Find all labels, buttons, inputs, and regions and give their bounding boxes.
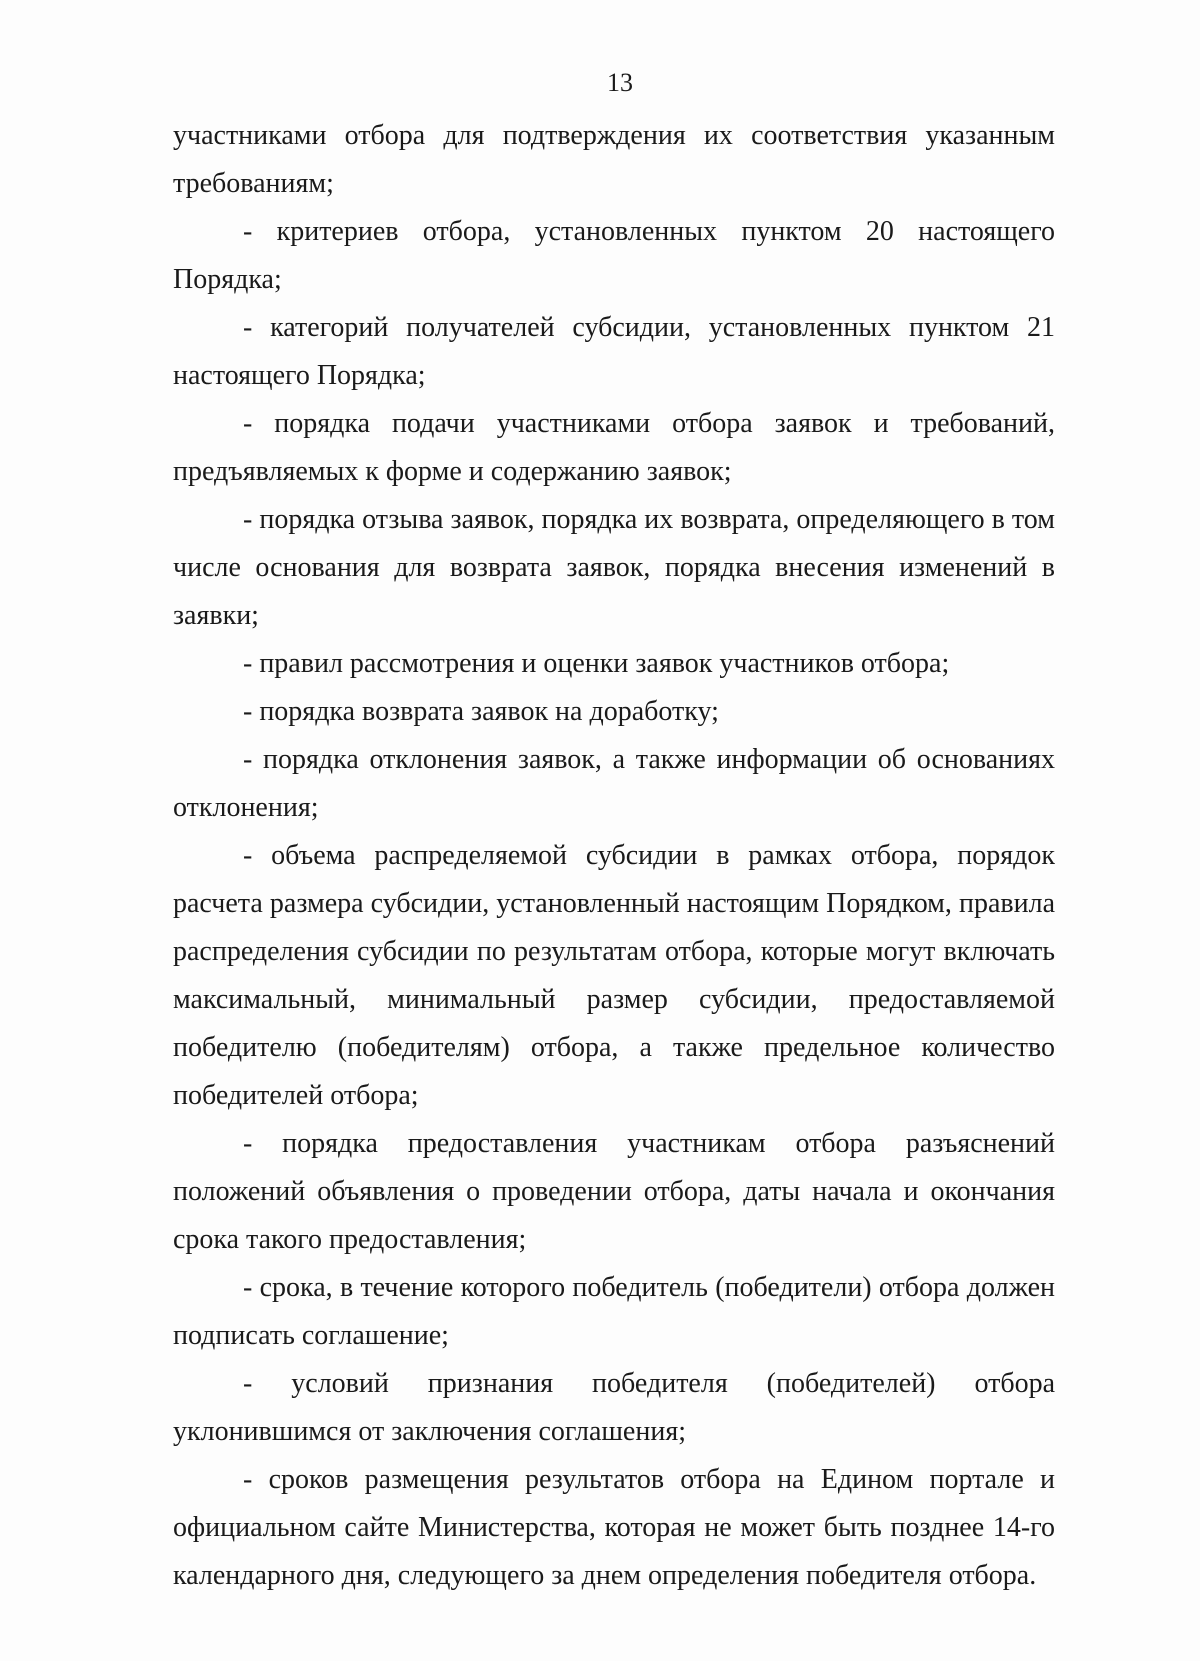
list-item: - срока, в течение которого победитель (победители) отбора должен подписать соглашение; bbox=[173, 1272, 1055, 1351]
paragraph: участниками отбора для подтверждения их соответствия указанным требованиям; bbox=[173, 120, 1055, 199]
document-body bbox=[173, 112, 1055, 1600]
list-item: - условий признания победителя (победителей) отбора уклонившимся от заключения соглашения; bbox=[173, 1368, 1055, 1447]
list-item: - порядка предоставления участникам отбора разъяснений положений объявления о проведении отбора, даты начала и окончания срока такого предоставления; bbox=[173, 1128, 1055, 1255]
list-item: - порядка возврата заявок на доработку; bbox=[243, 696, 719, 727]
list-item: - порядка отклонения заявок, а также информации об основаниях отклонения; bbox=[173, 744, 1055, 823]
list-item: - порядка отзыва заявок, порядка их возврата, определяющего в том числе основания для возврата заявок, порядка внесения изменений в заявки; bbox=[173, 504, 1055, 631]
list-item: - критериев отбора, установленных пунктом 20 настоящего Порядка; bbox=[173, 216, 1055, 295]
list-item: - порядка подачи участниками отбора заявок и требований, предъявляемых к форме и содержанию заявок; bbox=[173, 408, 1055, 487]
page-number: 13 bbox=[607, 68, 633, 97]
list-item: - категорий получателей субсидии, установленных пунктом 21 настоящего Порядка; bbox=[173, 312, 1055, 391]
list-item: - правил рассмотрения и оценки заявок участников отбора; bbox=[243, 648, 950, 679]
list-item: - сроков размещения результатов отбора на Едином портале и официальном сайте Министерства, которая не может быть позднее 14-го календарного дня, следующего за днем определения победителя отбора. bbox=[173, 1464, 1055, 1591]
list-item: - объема распределяемой субсидии в рамках отбора, порядок расчета размера субсидии, установленный настоящим Порядком, правила распределения субсидии по результатам отбора, которые могут включать максимальный, минимальный размер субсидии, предоставляемой победителю (победителям) отбора, а также предельное количество победителей отбора; bbox=[173, 840, 1055, 1111]
